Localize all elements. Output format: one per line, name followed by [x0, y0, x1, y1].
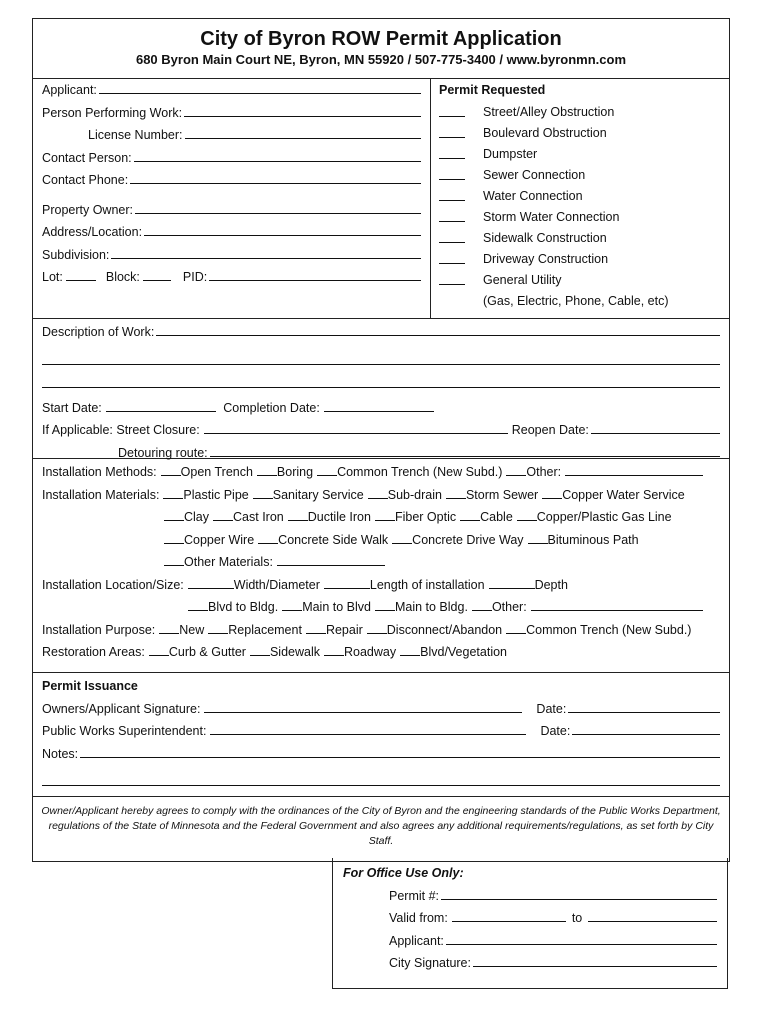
issuance-section [33, 673, 729, 797]
location-row [42, 574, 720, 597]
reopen-label: Reopen Date: [511, 423, 589, 437]
option-blank[interactable] [188, 596, 208, 611]
option-label: Concrete Drive Way [412, 532, 524, 547]
other-materials-label: Other Materials: [184, 555, 273, 569]
reopen-field[interactable] [591, 421, 720, 434]
option-blank[interactable] [489, 574, 535, 589]
option-blank[interactable] [375, 506, 395, 521]
purpose-row [42, 619, 720, 642]
option-label: Plastic Pipe [183, 487, 249, 502]
detour-field[interactable] [210, 444, 720, 457]
materials-label: Installation Materials: [42, 487, 160, 502]
lot-field[interactable] [66, 266, 96, 281]
permit-option-checkline[interactable] [439, 228, 465, 243]
detour-label: Detouring route: [118, 445, 208, 460]
permit-option-checkline[interactable] [439, 249, 465, 264]
option-blank[interactable] [253, 484, 273, 499]
valid-to-label: to [571, 911, 583, 925]
other-field[interactable] [531, 596, 703, 611]
option-blank[interactable] [161, 461, 181, 476]
contact-person-label: Contact Person: [42, 150, 132, 165]
option-label: Clay [184, 510, 210, 524]
contact-phone-label: Contact Phone: [42, 173, 129, 187]
option-label: Width/Diameter [233, 577, 320, 592]
option-blank[interactable] [164, 529, 184, 544]
permit-option[interactable] [439, 165, 721, 186]
option-label: Length of installation [369, 577, 485, 592]
license-label: License Number: [88, 128, 183, 142]
property-owner-field[interactable] [135, 201, 421, 214]
option-blank[interactable] [367, 619, 387, 634]
subdivision-field[interactable] [111, 246, 421, 259]
option-blank[interactable] [258, 529, 278, 544]
permit-option-checkline[interactable] [439, 270, 465, 285]
option-label: Other: [526, 465, 562, 479]
materials-row-1 [42, 484, 720, 507]
option-label: Storm Sewer [465, 487, 539, 502]
option-blank[interactable] [288, 506, 308, 521]
start-date-field[interactable] [106, 397, 216, 412]
address-label: Address/Location: [42, 225, 143, 239]
permit-option-checkline[interactable] [439, 144, 465, 159]
option-blank[interactable] [400, 641, 420, 656]
contact-phone-field[interactable] [130, 171, 421, 184]
option-blank[interactable] [324, 641, 344, 656]
option-label: Ductile Iron [307, 510, 371, 524]
option-label: Fiber Optic [394, 510, 457, 524]
office-applicant-field[interactable] [446, 932, 717, 945]
issuance-heading: Permit Issuance [42, 679, 138, 693]
owner-date-field[interactable] [568, 700, 720, 713]
option-blank[interactable] [257, 461, 277, 476]
option-label: Curb & Gutter [168, 645, 246, 659]
materials-row-4 [42, 551, 720, 574]
permit-general-note: (Gas, Electric, Phone, Cable, etc) [483, 293, 669, 308]
notes-line-2[interactable] [42, 771, 720, 786]
option-label: Main to Blvd [302, 600, 371, 614]
permit-option[interactable] [439, 270, 721, 291]
methods-label: Installation Methods: [42, 465, 157, 479]
permit-option[interactable] [439, 249, 721, 270]
option-label: Blvd to Bldg. [208, 600, 279, 614]
permit-option-checkline[interactable] [439, 207, 465, 222]
permit-number-field[interactable] [441, 887, 717, 900]
option-label: Sidewalk [269, 645, 320, 659]
option-blank[interactable] [517, 506, 537, 521]
option-label: Copper Water Service [562, 487, 685, 502]
pid-label: PID: [182, 270, 208, 284]
option-blank[interactable] [506, 619, 526, 634]
other-materials-field[interactable] [277, 551, 385, 566]
applicant-label: Applicant: [42, 83, 97, 97]
permit-option-label: Street/Alley Obstruction [483, 104, 615, 119]
superintendent-date-label: Date: [540, 724, 571, 738]
option-blank[interactable] [213, 506, 233, 521]
license-field[interactable] [185, 126, 422, 139]
purpose-label: Installation Purpose: [42, 622, 156, 637]
permit-option-label: Dumpster [483, 146, 538, 161]
permit-option[interactable] [439, 207, 721, 228]
form-title: City of Byron ROW Permit Application [200, 28, 562, 50]
option-label: Blvd/Vegetation [420, 645, 507, 659]
permit-number-label: Permit #: [389, 888, 440, 903]
applicant-field[interactable] [99, 81, 421, 94]
permit-form [32, 18, 730, 862]
option-blank[interactable] [282, 596, 302, 611]
completion-date-label: Completion Date: [223, 400, 320, 415]
start-date-label: Start Date: [42, 400, 102, 415]
permit-option[interactable] [439, 123, 721, 144]
option-label: Common Trench (New Subd.) [337, 465, 503, 479]
permit-option-label: Water Connection [483, 188, 583, 203]
option-blank[interactable] [506, 461, 526, 476]
option-label: New [179, 622, 205, 637]
option-label: Boring [276, 465, 314, 479]
option-blank[interactable] [324, 574, 370, 589]
person-performing-label: Person Performing Work: [42, 105, 183, 120]
option-blank[interactable] [163, 484, 183, 499]
option-blank[interactable] [528, 529, 548, 544]
option-blank[interactable] [472, 596, 492, 611]
office-use-box [332, 858, 728, 989]
street-closure-field[interactable] [204, 419, 508, 434]
notes-field[interactable] [80, 745, 720, 758]
option-blank[interactable] [375, 596, 395, 611]
valid-from-label: Valid from: [389, 911, 448, 925]
pid-field[interactable] [209, 268, 421, 281]
superintendent-date-field[interactable] [572, 722, 720, 735]
option-blank[interactable] [392, 529, 412, 544]
permit-option-label: Sidewalk Construction [483, 230, 607, 245]
permit-option-label: General Utility [483, 272, 562, 287]
option-label: Main to Bldg. [394, 600, 468, 614]
owner-signature-field[interactable] [204, 698, 522, 713]
valid-to-field[interactable] [588, 909, 717, 922]
permit-heading: Permit Requested [439, 83, 546, 97]
option-blank[interactable] [250, 641, 270, 656]
option-label: Cable [480, 510, 513, 524]
permit-option-checkline[interactable] [439, 123, 465, 138]
superintendent-label: Public Works Superintendent: [42, 724, 207, 738]
applicant-info [33, 79, 431, 318]
location-row-2 [42, 596, 720, 619]
materials-row-3 [42, 529, 720, 552]
other-materials-blank[interactable] [164, 551, 184, 566]
work-section [33, 319, 729, 459]
agreement-text: Owner/Applicant hereby agrees to comply with the ordinances of the City of Byron and the engineering standards of the Public Works Department, regulations of the State of Minnesota and the Federal Government and also agrees any additional requirements/regulations, as set forth by City Staff. [41, 805, 721, 847]
permit-option-label: Driveway Construction [483, 251, 609, 266]
option-blank[interactable] [164, 506, 184, 521]
block-label: Block: [105, 270, 140, 284]
applicant-section [33, 79, 729, 319]
permit-requested [431, 79, 729, 318]
option-blank[interactable] [460, 506, 480, 521]
option-blank[interactable] [317, 461, 337, 476]
property-owner-label: Property Owner: [42, 202, 134, 217]
city-signature-label: City Signature: [389, 956, 471, 970]
agreement-footer [33, 797, 729, 861]
street-closure-label: If Applicable: Street Closure: [42, 423, 200, 437]
option-blank[interactable] [208, 619, 228, 634]
description-line-2[interactable] [42, 350, 720, 365]
option-label: Copper Wire [184, 532, 255, 547]
option-label: Sanitary Service [272, 487, 364, 502]
option-label: Bituminous Path [547, 532, 639, 547]
valid-from-field[interactable] [452, 907, 566, 922]
person-performing-field[interactable] [184, 104, 421, 117]
permit-option-label: Storm Water Connection [483, 209, 620, 224]
option-blank[interactable] [446, 484, 466, 499]
option-blank[interactable] [306, 619, 326, 634]
option-label: Other: [491, 600, 527, 614]
permit-option-label: Sewer Connection [483, 167, 586, 182]
permit-option[interactable] [439, 228, 721, 249]
option-label: Open Trench [180, 465, 253, 479]
city-signature-field[interactable] [473, 954, 717, 967]
form-subtitle: 680 Byron Main Court NE, Byron, MN 55920 / 507-775-3400 / www.byronmn.com [135, 52, 627, 67]
option-blank[interactable] [542, 484, 562, 499]
superintendent-field[interactable] [210, 720, 526, 735]
description-line-3[interactable] [42, 373, 720, 388]
option-blank[interactable] [368, 484, 388, 499]
option-blank[interactable] [188, 574, 234, 589]
office-heading: For Office Use Only: [343, 866, 464, 880]
option-label: Repair [325, 622, 363, 637]
installation-section [33, 459, 729, 673]
option-label: Depth [534, 577, 568, 592]
permit-option-label: Boulevard Obstruction [483, 125, 607, 140]
subdivision-label: Subdivision: [42, 247, 110, 262]
option-label: Common Trench (New Subd.) [526, 622, 692, 637]
description-label: Description of Work: [42, 325, 155, 339]
option-blank[interactable] [149, 641, 169, 656]
materials-row-2 [42, 506, 720, 529]
permit-option-checkline[interactable] [439, 186, 465, 201]
permit-option[interactable] [439, 102, 721, 123]
permit-option[interactable] [439, 144, 721, 165]
description-field[interactable] [156, 323, 720, 336]
permit-list [439, 102, 721, 291]
restoration-label: Restoration Areas: [42, 645, 145, 659]
block-field[interactable] [143, 266, 171, 281]
option-label: Copper/Plastic Gas Line [536, 510, 672, 524]
option-label: Concrete Side Walk [278, 532, 389, 547]
office-applicant-label: Applicant: [389, 933, 444, 948]
form-header [33, 19, 729, 79]
address-field[interactable] [144, 223, 421, 236]
restoration-row [42, 641, 720, 664]
contact-person-field[interactable] [134, 149, 421, 162]
other-field[interactable] [565, 461, 703, 476]
option-label: Cast Iron [233, 510, 284, 524]
option-blank[interactable] [159, 619, 179, 634]
owner-date-label: Date: [536, 701, 567, 716]
option-label: Replacement [228, 622, 302, 637]
lot-label: Lot: [42, 270, 63, 284]
completion-date-field[interactable] [324, 397, 434, 412]
location-label: Installation Location/Size: [42, 577, 184, 592]
option-label: Disconnect/Abandon [386, 622, 503, 637]
permit-option-checkline[interactable] [439, 165, 465, 180]
methods-row [42, 461, 720, 484]
permit-option[interactable] [439, 186, 721, 207]
option-label: Sub-drain [387, 487, 442, 502]
owner-signature-label: Owners/Applicant Signature: [42, 701, 201, 716]
option-label: Roadway [344, 645, 397, 659]
permit-option-checkline[interactable] [439, 102, 465, 117]
notes-label: Notes: [42, 746, 79, 761]
